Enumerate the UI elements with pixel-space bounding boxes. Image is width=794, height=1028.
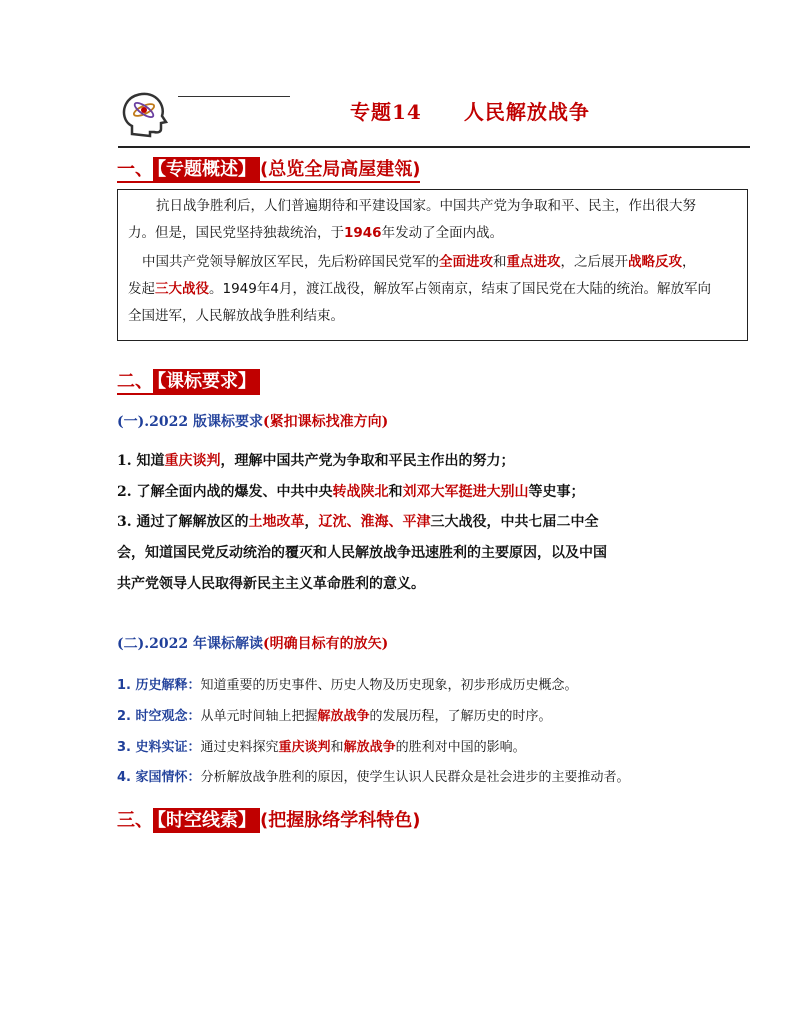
section1-heading	[117, 155, 420, 183]
requirement-3: 3. 通过了解解放区的土地改革，辽沈、淮海、平津三大战役，中共七届二中全	[117, 514, 599, 530]
requirement-3-line3: 共产党领导人民取得新民主主义革命胜利的意义。	[117, 576, 425, 592]
overview-line: 力。但是，国民党坚持独裁统治，于1946年发动了全面内战。	[128, 225, 504, 241]
requirement-2: 2. 了解全面内战的爆发、中共中央转战陕北和刘邓大军挺进大别山等史事；	[117, 484, 585, 500]
header-rule	[118, 146, 750, 148]
subheading-standards: (一).2022 版课标要求(紧扣课标找准方向)	[117, 414, 389, 430]
section1-label: 【专题概述】	[153, 157, 260, 182]
interpretation-3: 3. 史料实证：通过史料探究重庆谈判和解放战争的胜利对中国的影响。	[117, 740, 526, 755]
year-1946: 1946	[344, 225, 382, 241]
section3-subtitle: (把握脉络学科特色)	[260, 810, 421, 831]
interpretation-2: 2. 时空观念：从单元时间轴上把握解放战争的发展历程，了解历史的时序。	[117, 709, 552, 724]
section2-heading	[117, 367, 260, 395]
section3-number: 三、	[117, 810, 153, 831]
header-rule-short	[178, 96, 290, 97]
overview-line: 中国共产党领导解放区军民，先后粉碎国民党军的全面进攻和重点进攻，之后展开战略反攻，	[142, 254, 696, 270]
overview-line: 抗日战争胜利后，人们普遍期待和平建设国家。中国共产党为争取和平、民主，作出很大努	[156, 198, 696, 214]
section1-subtitle: (总览全局高屋建瓴)	[260, 159, 421, 180]
section2-number: 二、	[117, 371, 153, 392]
interpretation-4: 4. 家国情怀：分析解放战争胜利的原因，使学生认识人民群众是社会进步的主要推动者。	[117, 770, 630, 785]
section2-label: 【课标要求】	[153, 369, 260, 394]
section3-label: 【时空线索】	[153, 808, 260, 833]
overview-box	[117, 189, 748, 341]
interpretation-1: 1. 历史解释：知道重要的历史事件、历史人物及历史现象，初步形成历史概念。	[117, 678, 578, 693]
brain-head-icon	[118, 88, 170, 140]
section1-number: 一、	[117, 159, 153, 180]
requirement-1: 1. 知道重庆谈判，理解中国共产党为争取和平民主作出的努力；	[117, 453, 515, 469]
section3-heading	[117, 806, 420, 832]
subheading-interpretation: (二).2022 年课标解读(明确目标有的放矢)	[117, 636, 389, 652]
overview-line: 全国进军，人民解放战争胜利结束。	[128, 308, 344, 324]
page-title: 专题14 人民解放战争	[350, 100, 590, 124]
overview-line: 发起三大战役。1949年4月，渡江战役，解放军占领南京，结束了国民党在大陆的统治。解放军向	[128, 281, 711, 297]
requirement-3-line2: 会，知道国民党反动统治的覆灭和人民解放战争迅速胜利的主要原因，以及中国	[117, 545, 607, 561]
